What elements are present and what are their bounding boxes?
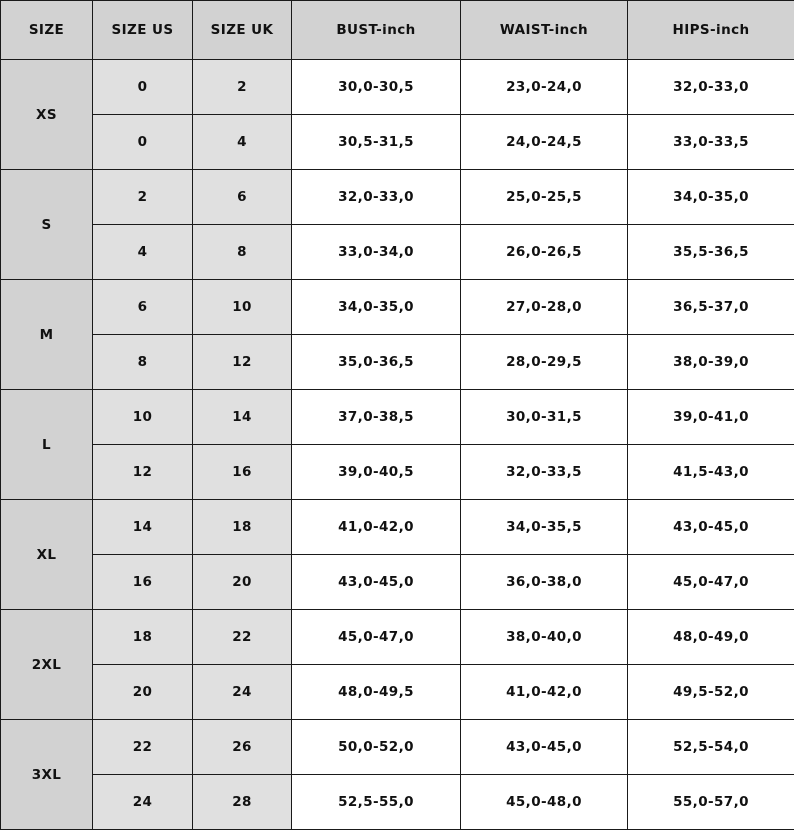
- cell-waist: 36,0-38,0: [461, 555, 628, 610]
- table-row: [1, 390, 794, 445]
- cell-size-us: 22: [93, 720, 193, 775]
- cell-size-uk: 16: [193, 445, 292, 500]
- cell-hips: 55,0-57,0: [628, 775, 794, 830]
- cell-size-us: 0: [93, 115, 193, 170]
- column-header-size-us: SIZE US: [93, 1, 193, 60]
- cell-size-us: 16: [93, 555, 193, 610]
- cell-waist: 41,0-42,0: [461, 665, 628, 720]
- column-header-size: SIZE: [1, 1, 93, 60]
- cell-waist: 32,0-33,5: [461, 445, 628, 500]
- cell-hips: 35,5-36,5: [628, 225, 794, 280]
- cell-size-us: 4: [93, 225, 193, 280]
- cell-bust: 41,0-42,0: [292, 500, 461, 555]
- cell-waist: 23,0-24,0: [461, 60, 628, 115]
- cell-size-uk: 4: [193, 115, 292, 170]
- cell-hips: 43,0-45,0: [628, 500, 794, 555]
- cell-size-uk: 6: [193, 170, 292, 225]
- cell-hips: 49,5-52,0: [628, 665, 794, 720]
- table-row: [1, 720, 794, 775]
- column-header-waist: WAIST-inch: [461, 1, 628, 60]
- table-body: [1, 60, 794, 830]
- size-group-label: S: [1, 170, 93, 280]
- cell-bust: 39,0-40,5: [292, 445, 461, 500]
- cell-size-us: 20: [93, 665, 193, 720]
- cell-size-uk: 10: [193, 280, 292, 335]
- cell-size-us: 6: [93, 280, 193, 335]
- cell-size-uk: 24: [193, 665, 292, 720]
- cell-waist: 26,0-26,5: [461, 225, 628, 280]
- size-group-label: M: [1, 280, 93, 390]
- cell-bust: 33,0-34,0: [292, 225, 461, 280]
- table-row: [1, 445, 794, 500]
- size-group-label: XL: [1, 500, 93, 610]
- cell-waist: 24,0-24,5: [461, 115, 628, 170]
- cell-hips: 34,0-35,0: [628, 170, 794, 225]
- cell-size-us: 12: [93, 445, 193, 500]
- cell-size-uk: 2: [193, 60, 292, 115]
- cell-waist: 38,0-40,0: [461, 610, 628, 665]
- cell-size-uk: 26: [193, 720, 292, 775]
- cell-size-uk: 12: [193, 335, 292, 390]
- cell-bust: 52,5-55,0: [292, 775, 461, 830]
- table-row: [1, 60, 794, 115]
- size-group-label: 2XL: [1, 610, 93, 720]
- cell-size-us: 8: [93, 335, 193, 390]
- cell-hips: 36,5-37,0: [628, 280, 794, 335]
- cell-size-us: 14: [93, 500, 193, 555]
- table-row: [1, 335, 794, 390]
- cell-hips: 52,5-54,0: [628, 720, 794, 775]
- cell-size-uk: 22: [193, 610, 292, 665]
- column-header-hips: HIPS-inch: [628, 1, 794, 60]
- cell-bust: 30,0-30,5: [292, 60, 461, 115]
- header-row: [1, 1, 794, 60]
- cell-bust: 48,0-49,5: [292, 665, 461, 720]
- cell-waist: 25,0-25,5: [461, 170, 628, 225]
- cell-bust: 30,5-31,5: [292, 115, 461, 170]
- cell-bust: 37,0-38,5: [292, 390, 461, 445]
- table-row: [1, 555, 794, 610]
- size-group-label: 3XL: [1, 720, 93, 830]
- table-header: [1, 1, 794, 60]
- cell-waist: 30,0-31,5: [461, 390, 628, 445]
- size-group-label: XS: [1, 60, 93, 170]
- cell-waist: 34,0-35,5: [461, 500, 628, 555]
- cell-size-uk: 14: [193, 390, 292, 445]
- cell-size-us: 10: [93, 390, 193, 445]
- cell-bust: 45,0-47,0: [292, 610, 461, 665]
- column-header-bust: BUST-inch: [292, 1, 461, 60]
- cell-waist: 43,0-45,0: [461, 720, 628, 775]
- cell-bust: 35,0-36,5: [292, 335, 461, 390]
- table-row: [1, 500, 794, 555]
- table-row: [1, 115, 794, 170]
- cell-hips: 48,0-49,0: [628, 610, 794, 665]
- table-row: [1, 170, 794, 225]
- cell-size-uk: 8: [193, 225, 292, 280]
- cell-hips: 33,0-33,5: [628, 115, 794, 170]
- cell-bust: 43,0-45,0: [292, 555, 461, 610]
- table-row: [1, 280, 794, 335]
- cell-size-uk: 20: [193, 555, 292, 610]
- cell-hips: 38,0-39,0: [628, 335, 794, 390]
- size-group-label: L: [1, 390, 93, 500]
- cell-size-us: 0: [93, 60, 193, 115]
- cell-size-us: 24: [93, 775, 193, 830]
- cell-bust: 50,0-52,0: [292, 720, 461, 775]
- cell-hips: 39,0-41,0: [628, 390, 794, 445]
- column-header-size-uk: SIZE UK: [193, 1, 292, 60]
- cell-size-us: 2: [93, 170, 193, 225]
- cell-size-uk: 28: [193, 775, 292, 830]
- table-row: [1, 775, 794, 830]
- table-row: [1, 610, 794, 665]
- cell-hips: 32,0-33,0: [628, 60, 794, 115]
- cell-hips: 41,5-43,0: [628, 445, 794, 500]
- cell-waist: 28,0-29,5: [461, 335, 628, 390]
- cell-bust: 34,0-35,0: [292, 280, 461, 335]
- table-row: [1, 665, 794, 720]
- table-row: [1, 225, 794, 280]
- cell-waist: 45,0-48,0: [461, 775, 628, 830]
- cell-bust: 32,0-33,0: [292, 170, 461, 225]
- cell-hips: 45,0-47,0: [628, 555, 794, 610]
- cell-size-us: 18: [93, 610, 193, 665]
- cell-size-uk: 18: [193, 500, 292, 555]
- cell-waist: 27,0-28,0: [461, 280, 628, 335]
